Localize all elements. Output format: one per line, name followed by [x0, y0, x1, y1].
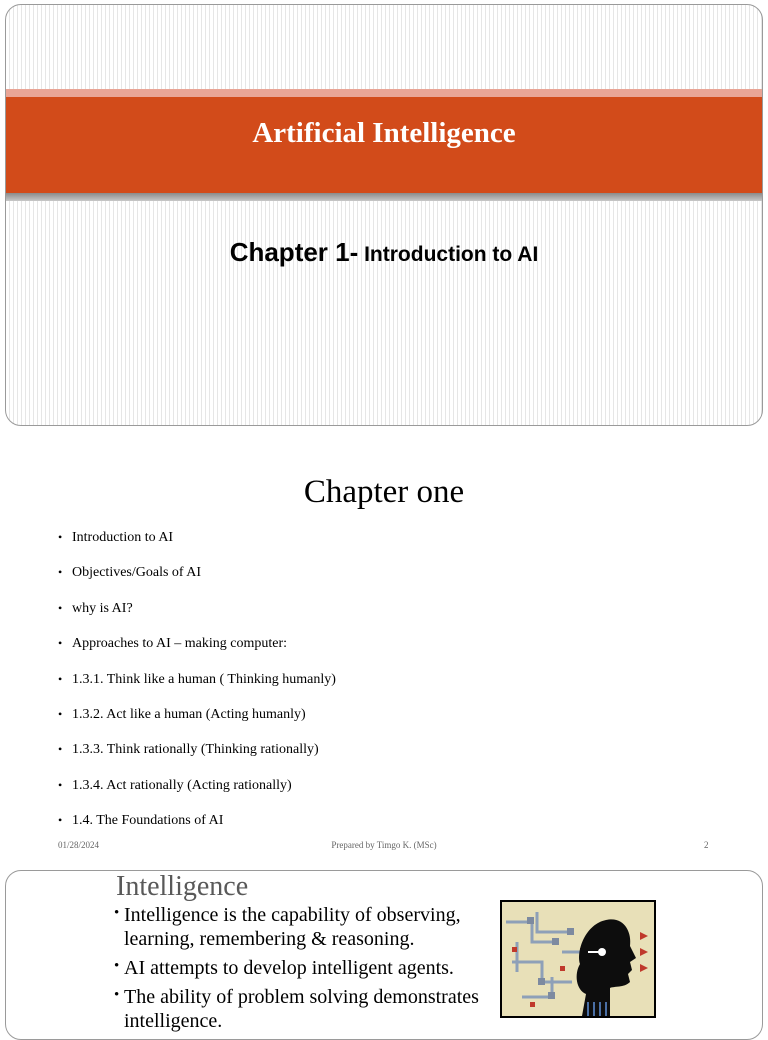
- band-bottom-line: [6, 193, 762, 201]
- list-item: • why is AI?: [58, 600, 133, 616]
- bullet-icon: •: [58, 530, 63, 544]
- list-item: • Approaches to AI – making computer:: [58, 636, 288, 652]
- footer-page-number: 2: [704, 840, 709, 850]
- bullet-icon: •: [114, 987, 120, 1003]
- chapter-topic: Introduction to AI: [358, 243, 539, 266]
- list-item: • Introduction to AI: [58, 530, 174, 545]
- bullet-icon: •: [114, 958, 120, 974]
- bullet-icon: •: [58, 636, 63, 651]
- slide3-title: Intelligence: [116, 871, 249, 902]
- bullet-icon: •: [58, 742, 63, 757]
- list-item: • Intelligence is the capability of observing, learning, remembering & reasoning.: [114, 903, 534, 951]
- list-item: • 1.3.3. Think rationally (Thinking rationally): [58, 742, 319, 758]
- list-item: • The ability of problem solving demonstrates intelligence.: [114, 985, 534, 1033]
- chapter-outline-list: [58, 530, 336, 849]
- chapter-number: Chapter 1-: [229, 237, 359, 267]
- chapter-subtitle: [6, 237, 762, 268]
- human-head-circuit-icon: [500, 900, 656, 1018]
- title-slide: [5, 4, 763, 426]
- footer-author: Prepared by Timgo K. (MSc): [331, 840, 437, 850]
- intelligence-bullet-list: [114, 903, 534, 1038]
- slide2-heading: Chapter one: [303, 474, 465, 510]
- list-item: • 1.3.4. Act rationally (Acting rationally): [58, 777, 292, 793]
- bullet-icon: •: [58, 600, 63, 615]
- title-band: [6, 97, 762, 193]
- footer-date: 01/28/2024: [58, 840, 100, 850]
- list-item: • AI attempts to develop intelligent agents.: [114, 956, 534, 980]
- band-top-line: [6, 89, 762, 97]
- bullet-icon: •: [58, 813, 63, 828]
- intelligence-slide: [5, 870, 763, 1040]
- bullet-icon: •: [58, 777, 63, 792]
- bullet-icon: •: [58, 565, 63, 580]
- list-item: • 1.3.2. Act like a human (Acting humanly): [58, 706, 306, 722]
- bullet-icon: •: [58, 706, 63, 721]
- list-item: • 1.4. The Foundations of AI: [58, 813, 224, 829]
- bullet-icon: •: [58, 671, 63, 686]
- bullet-icon: •: [114, 905, 120, 921]
- presentation-title: Artificial Intelligence: [252, 116, 516, 149]
- list-item: • 1.3.1. Think like a human ( Thinking humanly): [58, 671, 336, 687]
- head-illustration: [502, 902, 654, 1016]
- list-item: • Objectives/Goals of AI: [58, 565, 202, 581]
